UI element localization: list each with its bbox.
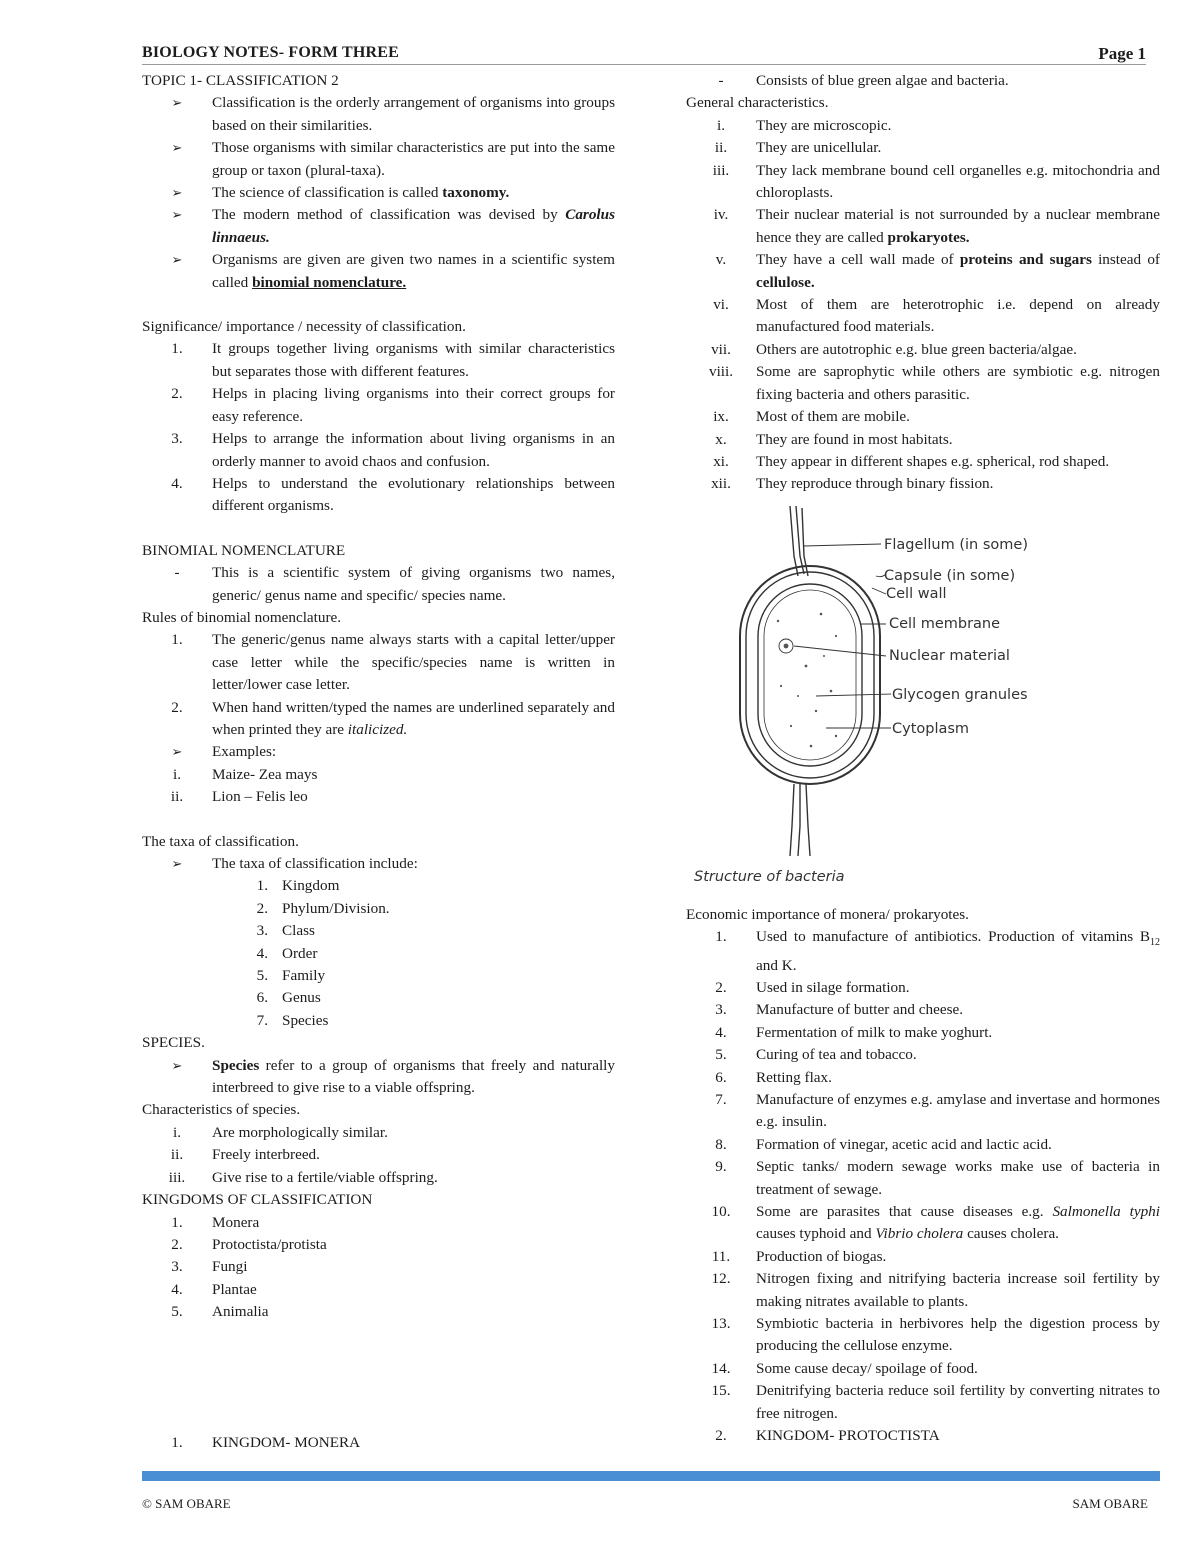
list-item: 3. Helps to arrange the information about living organisms in an orderly manner to avoid chaos and confusion.	[171, 430, 615, 470]
arrow-bullet-icon: ➢	[171, 856, 183, 871]
list-item: - This is a scientific system of giving organisms two names, generic/ genus name and specific/ species name.	[174, 564, 615, 604]
taxa-item: 5. Family	[256, 967, 326, 985]
footer-author: SAM OBARE	[1072, 1496, 1148, 1511]
arrow-bullet-icon: ➢	[171, 1057, 183, 1073]
taxonomy-term: taxonomy.	[442, 184, 510, 202]
linnaeus-name: Carolus linnaeus.	[212, 206, 615, 246]
list-item: 2. Used in silage formation.	[715, 978, 910, 996]
list-item: ii. Lion – Felis leo	[170, 788, 308, 806]
list-item: ➢ Those organisms with similar characteristics are put into the same group or taxon (plural-taxa).	[142, 137, 615, 182]
figure-label: Cell membrane	[889, 615, 1001, 632]
taxa-item: 2. Phylum/Division.	[256, 899, 390, 917]
bacteria-diagram	[686, 496, 1160, 896]
list-item: - Consists of blue green algae and bacteria.	[718, 72, 1009, 89]
list-item: ➢ Classification is the orderly arrangement of organisms into groups based on their similarities.	[142, 92, 615, 137]
binomial-term: binomial nomenclature.	[252, 273, 407, 291]
list-item: 10. Some are parasites that cause diseases e.g. Salmonella typhi causes typhoid and Vibrio cholera causes cholera.	[711, 1203, 1160, 1243]
arrow-bullet-icon: ➢	[171, 744, 183, 760]
list-item: 3. Fungi	[171, 1258, 248, 1276]
list-item: 12. Nitrogen fixing and nitrifying bacteria increase soil fertility by making nitrates available to plants.	[711, 1270, 1160, 1310]
list-item: 14. Some cause decay/ spoilage of food.	[711, 1359, 978, 1377]
significance-heading: Significance/ importance / necessity of classification.	[142, 318, 466, 336]
list-item: 5. Animalia	[171, 1303, 269, 1321]
list-item: 4. Plantae	[171, 1280, 257, 1298]
taxa-item: 1. Kingdom	[256, 877, 340, 895]
taxa-item: 4. Order	[256, 944, 318, 962]
list-item: 2. Protoctista/protista	[171, 1235, 327, 1253]
list-item: 2. Helps in placing living organisms into their correct groups for easy reference.	[171, 385, 615, 425]
figure-caption: Structure of bacteria	[694, 868, 845, 885]
list-item: iii. They lack membrane bound cell organelles e.g. mitochondria and chloroplasts.	[712, 161, 1160, 202]
list-item: x. They are found in most habitats.	[715, 430, 953, 448]
arrow-bullet-icon: ➢	[171, 95, 183, 111]
taxa-item: 3. Class	[256, 922, 315, 940]
list-item: ➢ Species refer to a group of organisms that freely and naturally interbreed to give rise to a viable offspring.	[142, 1055, 615, 1100]
footer-bar	[142, 1471, 1160, 1481]
header-divider	[142, 64, 1146, 65]
kingdom-protoctista-heading: 2. KINGDOM- PROTOCTISTA	[715, 1427, 940, 1445]
list-item: ➢ The science of classification is called taxonomy.	[142, 182, 615, 204]
list-item: ➢ The taxa of classification include:	[142, 853, 615, 875]
list-item: 11. Production of biogas.	[711, 1247, 887, 1265]
kingdoms-heading: KINGDOMS OF CLASSIFICATION	[142, 1191, 373, 1209]
list-item: 5. Curing of tea and tobacco.	[715, 1046, 917, 1064]
list-item: ➢ The modern method of classification was devised by Carolus linnaeus.	[142, 204, 615, 249]
list-item: viii. Some are saprophytic while others are symbiotic e.g. nitrogen fixing bacteria and others parasitic.	[708, 363, 1160, 403]
list-item: i. They are microscopic.	[716, 116, 892, 134]
list-item: 4. Helps to understand the evolutionary relationships between different organisms.	[171, 474, 615, 515]
list-item: 13. Symbiotic bacteria in herbivores help the digestion process by producing the cellulose enzyme.	[711, 1315, 1160, 1355]
general-characteristics-heading: General characteristics.	[686, 94, 829, 112]
list-item: 4. Fermentation of milk to make yoghurt.	[715, 1023, 993, 1041]
binomial-heading: BINOMIAL NOMENCLATURE	[142, 541, 346, 559]
arrow-bullet-icon: ➢	[171, 252, 183, 268]
figure-label: Flagellum (in some)	[884, 536, 1028, 553]
list-item: ii. They are unicellular.	[714, 139, 882, 157]
topic-heading: TOPIC 1- CLASSIFICATION 2	[142, 72, 339, 89]
list-item: xii. They reproduce through binary fission.	[711, 475, 994, 493]
arrow-bullet-icon: ➢	[171, 185, 183, 201]
list-item: ix. Most of them are mobile.	[713, 408, 910, 426]
footer-copyright: © SAM OBARE	[142, 1496, 231, 1511]
rules-heading: Rules of binomial nomenclature.	[142, 608, 342, 626]
taxa-item: 6. Genus	[256, 989, 321, 1007]
list-item: 6. Retting flax.	[715, 1068, 832, 1086]
list-item: ii. Freely interbreed.	[170, 1146, 320, 1164]
list-item: 7. Manufacture of enzymes e.g. amylase and invertase and hormones e.g. insulin.	[715, 1091, 1161, 1131]
figure-label: Glycogen granules	[892, 686, 1028, 703]
list-item: 8. Formation of vinegar, acetic acid and lactic acid.	[715, 1135, 1052, 1153]
list-item: 1. Monera	[171, 1213, 260, 1231]
list-item: 3. Manufacture of butter and cheese.	[715, 1001, 964, 1019]
list-item: 2. When hand written/typed the names are underlined separately and when printed they are italicized.	[171, 698, 615, 738]
list-item: vii. Others are autotrophic e.g. blue green bacteria/algae.	[711, 340, 1077, 358]
taxa-heading: The taxa of classification.	[142, 832, 299, 850]
figure-label: Nuclear material	[889, 647, 1010, 664]
page-number: Page 1	[1098, 44, 1146, 63]
list-item: i. Maize- Zea mays	[172, 765, 318, 783]
figure-label: Cytoplasm	[892, 720, 970, 737]
taxa-item: 7. Species	[256, 1011, 329, 1029]
list-item: ➢ Organisms are given are given two names in a scientific system called binomial nomenclature.	[142, 249, 615, 294]
list-item: i. Are morphologically similar.	[172, 1123, 388, 1141]
right-column	[686, 70, 1160, 1448]
left-column	[142, 70, 615, 1324]
list-item: 1. Used to manufacture of antibiotics. Production of vitamins $B_{12}$ and K.	[715, 928, 1160, 974]
arrow-bullet-icon: ➢	[171, 207, 183, 223]
list-item: ➢ Examples:	[142, 741, 615, 763]
list-item: vi. Most of them are heterotrophic i.e. depend on already manufactured food materials.	[713, 296, 1160, 336]
list-item: 9. Septic tanks/ modern sewage works make use of bacteria in treatment of sewage.	[715, 1158, 1160, 1198]
list-item: 1. It groups together living organisms with similar characteristics but separates those with different features.	[171, 340, 615, 380]
species-heading: SPECIES.	[142, 1034, 205, 1052]
list-item: iii. Give rise to a fertile/viable offspring.	[168, 1168, 438, 1186]
species-characteristics-heading: Characteristics of species.	[142, 1101, 301, 1119]
list-item: iv. Their nuclear material is not surrounded by a nuclear membrane hence they are called prokaryotes.	[713, 206, 1160, 246]
economic-heading: Economic importance of monera/ prokaryotes.	[686, 905, 969, 923]
list-item: 1. The generic/genus name always starts with a capital letter/upper case letter while the specific/species name is written in letter/lower case letter.	[171, 631, 615, 694]
document-title: BIOLOGY NOTES- FORM THREE	[142, 44, 400, 61]
list-item: 15. Denitrifying bacteria reduce soil fertility by converting nitrates to free nitrogen.	[711, 1382, 1160, 1422]
figure-label: Capsule (in some)	[884, 567, 1016, 584]
bacteria-structure-illustration	[686, 496, 1160, 896]
arrow-bullet-icon: ➢	[171, 140, 183, 156]
list-item: v. They have a cell wall made of proteins and sugars instead of cellulose.	[715, 251, 1160, 291]
figure-label: Cell wall	[886, 585, 947, 602]
kingdom-monera-heading: 1. KINGDOM- MONERA	[171, 1434, 361, 1451]
list-item: xi. They appear in different shapes e.g. spherical, rod shaped.	[713, 452, 1110, 470]
